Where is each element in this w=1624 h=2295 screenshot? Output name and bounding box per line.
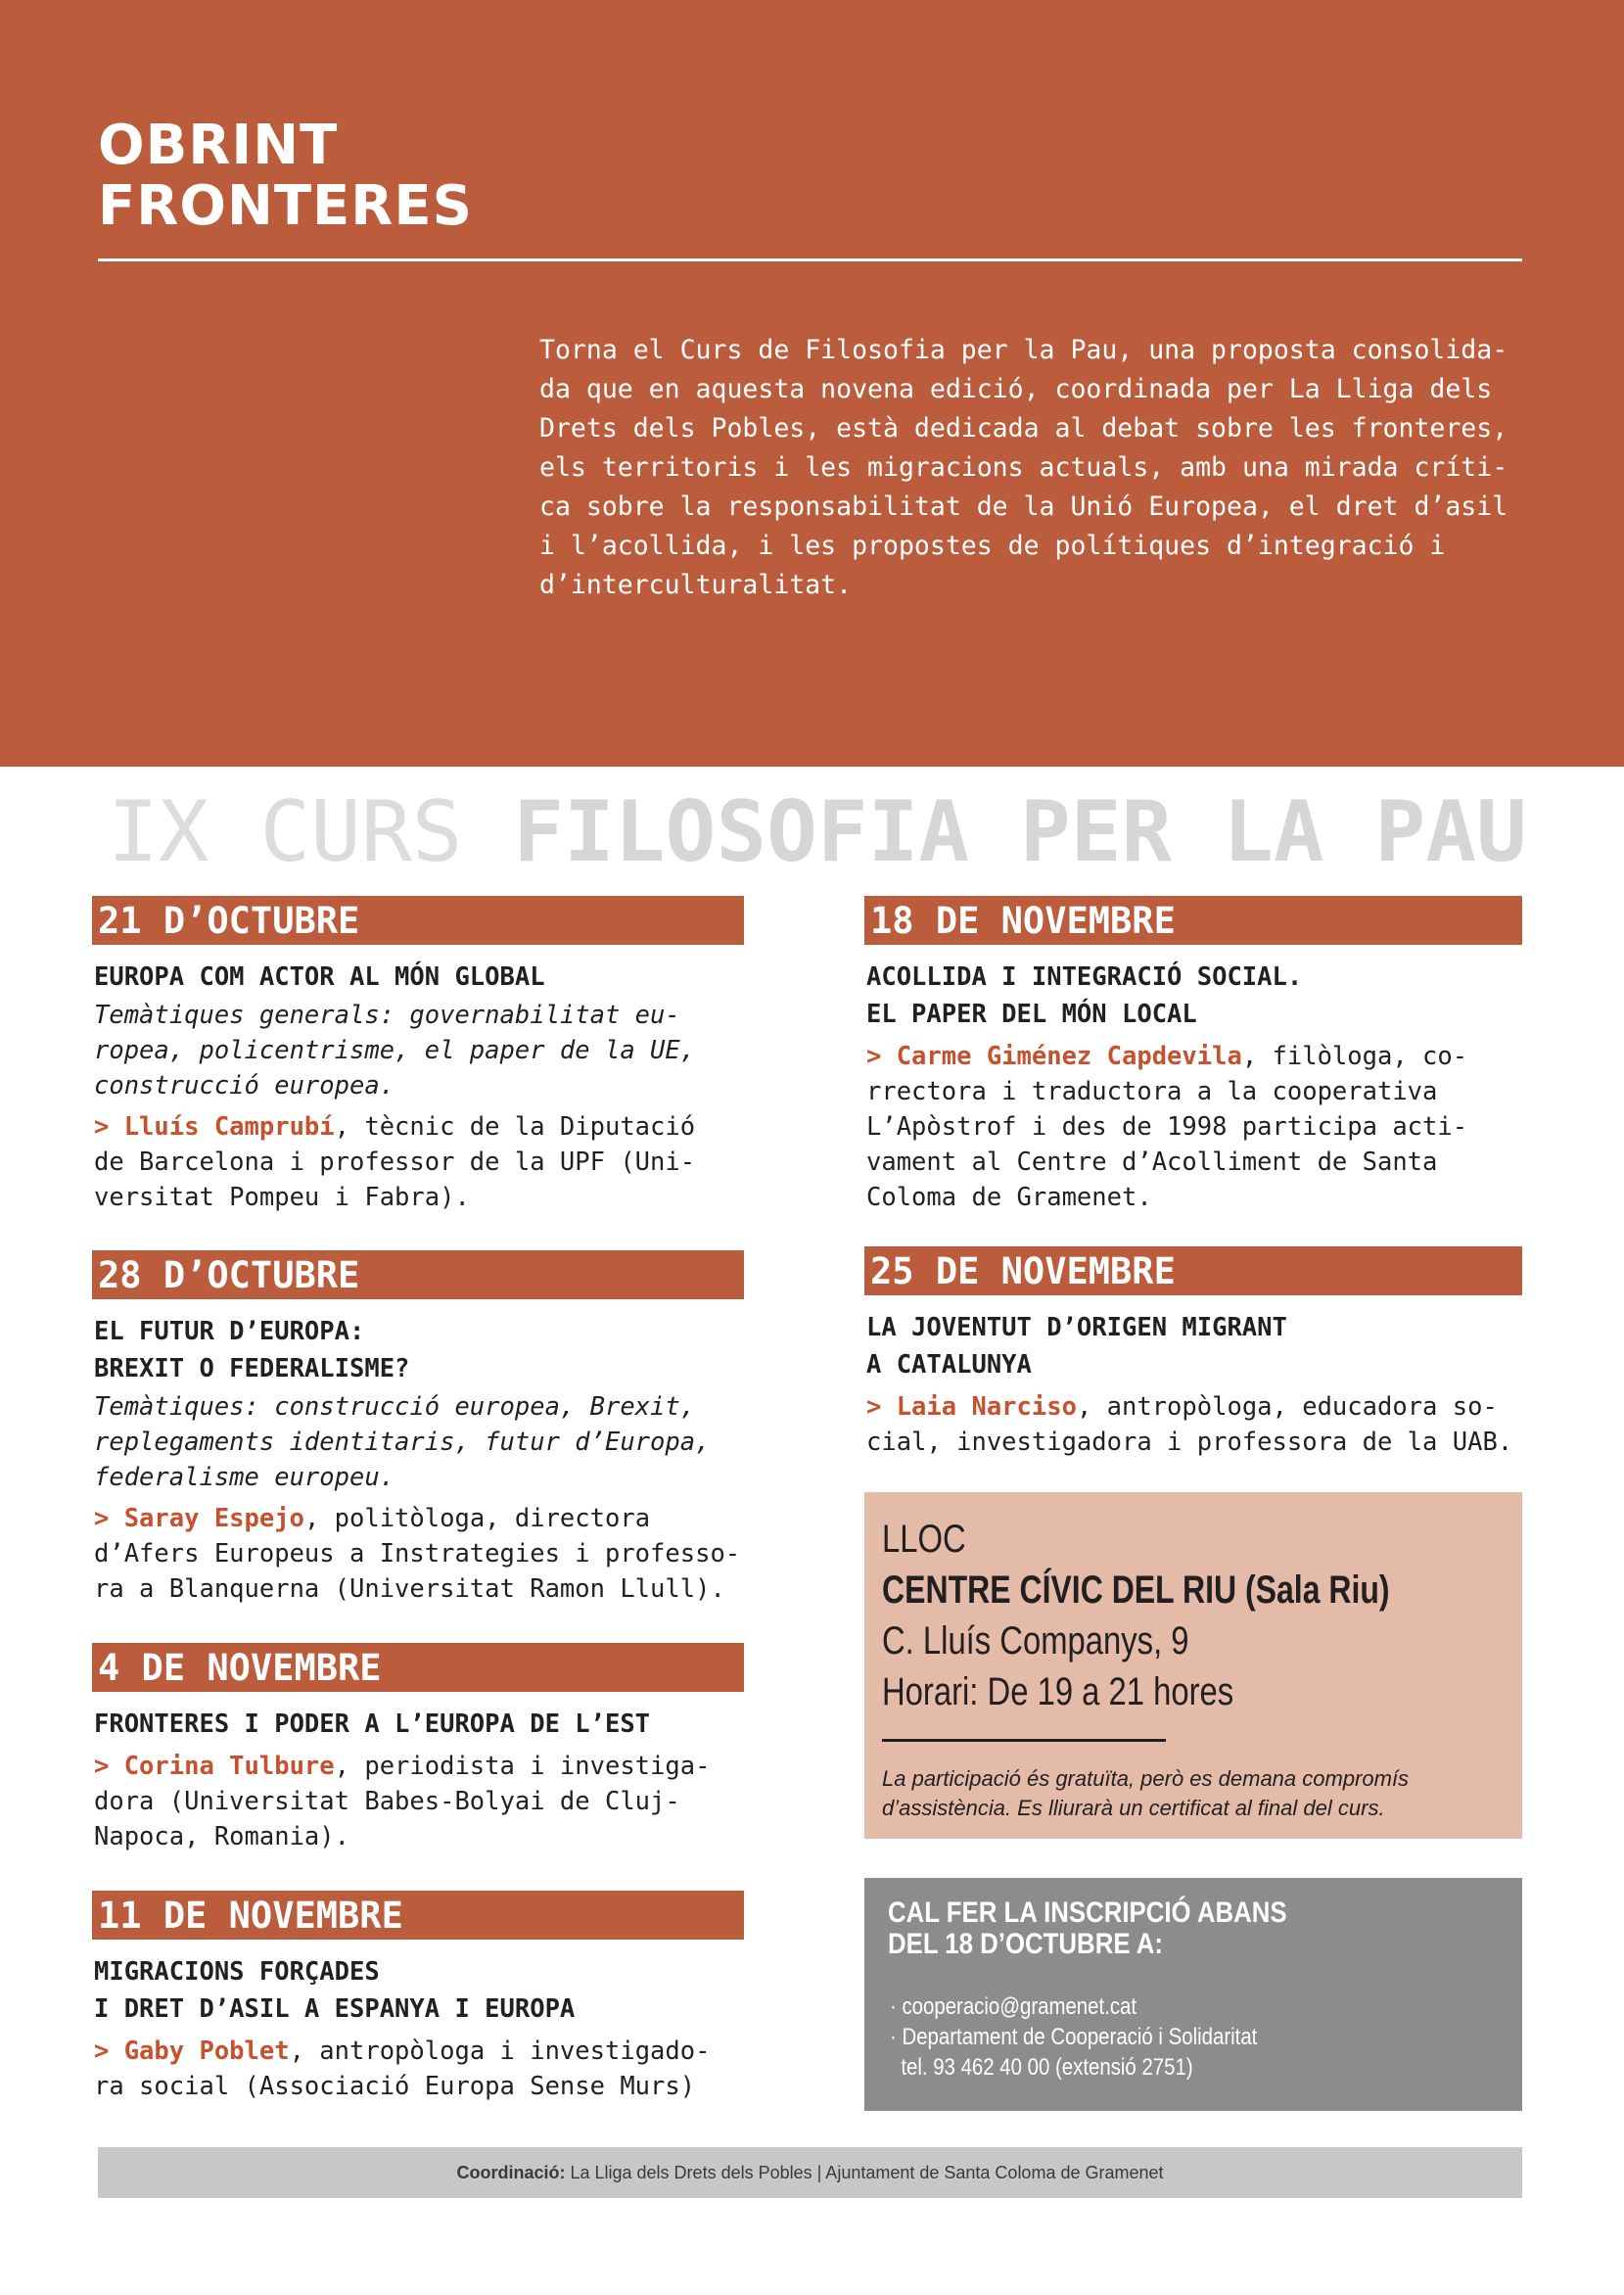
speaker-description: , periodista i investiga- dora (Universitat Babes-Bolyai de Cluj- Napoca, Romania). bbox=[94, 1752, 711, 1851]
session-topics: Temàtiques generals: governabilitat eu- ropea, policentrisme, el paper de la UE, construcció europea. bbox=[94, 1001, 696, 1101]
venue-label: LLOC bbox=[882, 1518, 966, 1561]
session-topics: Temàtiques: construcció europea, Brexit, replegaments identitaris, futur d’Europa, federalisme europeu. bbox=[94, 1392, 711, 1492]
venue-note: La participació és gratuïta, però es demana compromís d’assistència. Es lliurarà un certificat al final del curs. bbox=[882, 1766, 1410, 1820]
session-nov-11 bbox=[92, 1891, 744, 2104]
session-nov-4 bbox=[92, 1643, 744, 1854]
session-oct-28 bbox=[92, 1250, 744, 1607]
title-line-2: FRONTERES bbox=[98, 174, 474, 238]
speaker-description: , politòloga, directora d’Afers Europeus a Instrategies i professo- ra a Blanquerna (Universitat Ramon Llull). bbox=[94, 1504, 741, 1604]
session-nov-25 bbox=[864, 1246, 1522, 1460]
session-title: MIGRACIONS FORÇADES I DRET D’ASIL A ESPANYA I EUROPA bbox=[94, 1957, 576, 2024]
page-title bbox=[98, 116, 473, 237]
footer-label: Coordinació: bbox=[456, 2163, 566, 2182]
session-title: LA JOVENTUT D’ORIGEN MIGRANT A CATALUNYA bbox=[866, 1313, 1287, 1380]
speaker-description: , antropòloga i investigado- ra social (Associació Europa Sense Murs) bbox=[94, 2037, 711, 2101]
session-date: 11 DE NOVEMBRE bbox=[92, 1891, 744, 1940]
title-divider bbox=[98, 258, 1522, 261]
session-title: FRONTERES I PODER A L’EUROPA DE L’EST bbox=[94, 1710, 651, 1739]
session-date: 25 DE NOVEMBRE bbox=[864, 1246, 1522, 1295]
coordination-footer bbox=[98, 2147, 1522, 2198]
registration-contacts: · cooperacio@gramenet.cat · Departament de Cooperació i Solidaritat tel. 93 462 40 00 (extensió 2751) bbox=[890, 1993, 1258, 2081]
session-title: EUROPA COM ACTOR AL MÓN GLOBAL bbox=[94, 962, 545, 992]
venue-address: C. Lluís Companys, 9 bbox=[882, 1619, 1189, 1663]
venue-divider bbox=[882, 1739, 1166, 1742]
title-line-1: OBRINT bbox=[98, 114, 339, 177]
speaker-name: > Saray Espejo bbox=[94, 1504, 304, 1533]
venue-box bbox=[864, 1492, 1522, 1839]
session-date: 4 DE NOVEMBRE bbox=[92, 1643, 744, 1692]
session-date: 18 DE NOVEMBRE bbox=[864, 896, 1522, 945]
course-heading-light: IX CURS bbox=[108, 783, 514, 881]
speaker-name: > Gaby Poblet bbox=[94, 2037, 290, 2066]
registration-title: CAL FER LA INSCRIPCIÓ ABANS DEL 18 D’OCTUBRE A: bbox=[888, 1897, 1287, 1960]
session-speaker bbox=[866, 1039, 1522, 1215]
course-heading-bold: FILOSOFIA PER LA PAU bbox=[513, 783, 1527, 881]
session-speaker bbox=[94, 2034, 744, 2104]
intro-paragraph: Torna el Curs de Filosofia per la Pau, una proposta consolida- da que en aquesta novena edició, coordinada per La Lliga dels Drets dels Pobles, està dedicada al debat sobre les fronteres, els territoris i les migracions actuals, amb una mirada críti- ca sobre la responsabilitat de la Unió Europea, el dret d’asil i l’acollida, i les propostes de polítiques d’integració i d’interculturalitat. bbox=[539, 335, 1508, 600]
session-title: ACOLLIDA I INTEGRACIÓ SOCIAL. EL PAPER DEL MÓN LOCAL bbox=[866, 962, 1303, 1029]
session-speaker bbox=[94, 1501, 744, 1607]
registration-box bbox=[864, 1878, 1522, 2111]
footer-text: La Lliga dels Drets dels Pobles | Ajuntament de Santa Coloma de Gramenet bbox=[565, 2163, 1164, 2182]
session-oct-21 bbox=[92, 896, 744, 1215]
session-speaker bbox=[866, 1389, 1522, 1460]
speaker-name: > Corina Tulbure bbox=[94, 1752, 335, 1781]
speaker-name: > Carme Giménez Capdevila bbox=[866, 1042, 1242, 1071]
session-nov-18 bbox=[864, 896, 1522, 1215]
speaker-description: , filòloga, co- rrectora i traductora a la cooperativa L’Apòstrof i des de 1998 participa acti- vament al Centre d’Acolliment de Santa Coloma de Gramenet. bbox=[866, 1042, 1468, 1212]
course-heading bbox=[108, 783, 1527, 881]
speaker-name: > Laia Narciso bbox=[866, 1392, 1077, 1422]
session-speaker bbox=[94, 1109, 744, 1215]
session-speaker bbox=[94, 1749, 744, 1854]
session-date: 28 D’OCTUBRE bbox=[92, 1250, 744, 1299]
speaker-description: , tècnic de la Diputació de Barcelona i professor de la UPF (Uni- versitat Pompeu i Fabra). bbox=[94, 1112, 696, 1212]
session-title: EL FUTUR D’EUROPA: BREXIT O FEDERALISME? bbox=[94, 1317, 410, 1383]
speaker-name: > Lluís Camprubí bbox=[94, 1112, 335, 1142]
session-date: 21 D’OCTUBRE bbox=[92, 896, 744, 945]
speaker-description: , antropòloga, educadora so- cial, investigadora i professora de la UAB. bbox=[866, 1392, 1513, 1457]
venue-name: CENTRE CÍVIC DEL RIU (Sala Riu) bbox=[882, 1569, 1390, 1612]
venue-hours: Horari: De 19 a 21 hores bbox=[882, 1670, 1234, 1713]
